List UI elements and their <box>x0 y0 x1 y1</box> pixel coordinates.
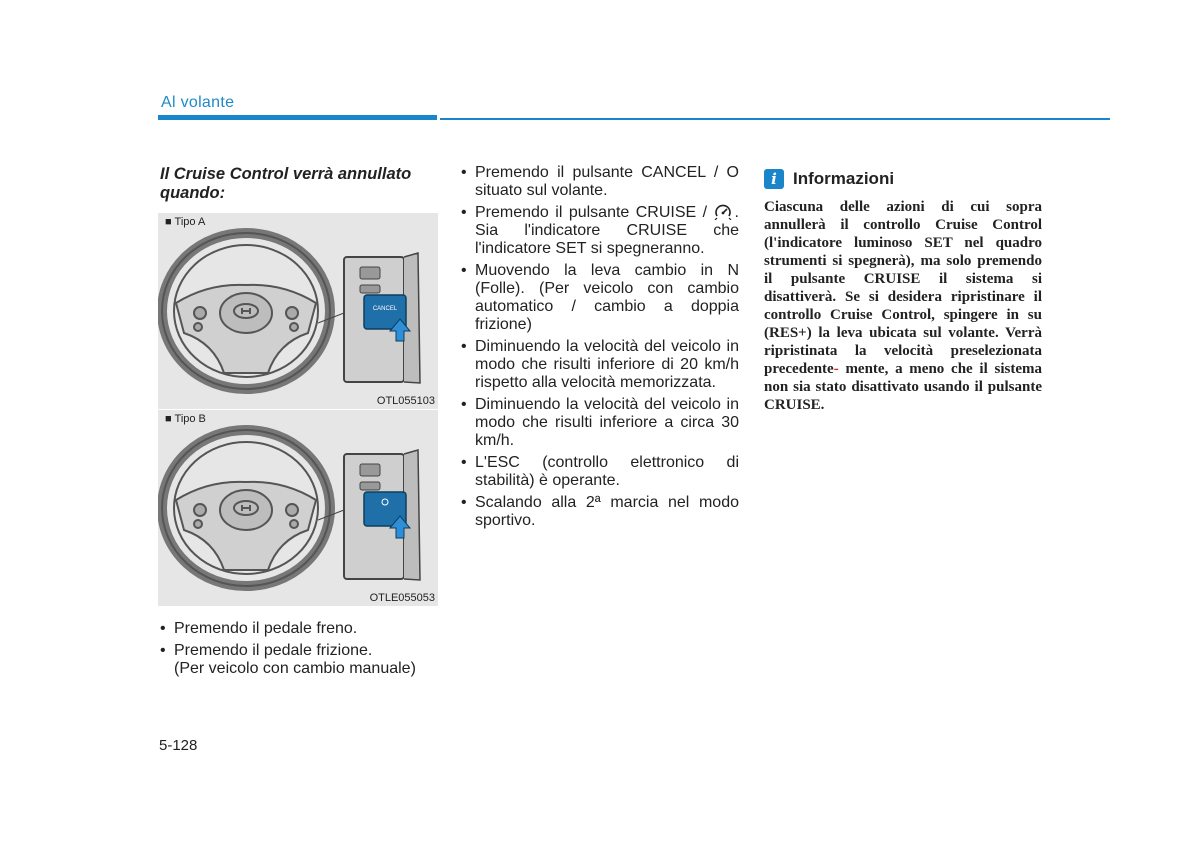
cancel-button-text: CANCEL <box>372 306 398 312</box>
info-text: Ciascuna delle azioni di cui sopra annullerà il controllo Cruise Control (l'indicatore luminoso SET nel quadro strumenti si spegnerà), ma solo premendo il pulsante CRUISE il sistema si disattiverà. Se si desidera ripristinare il controllo Cruise Control, spingere in su (RES+) la leva ubicata sul volante. Verrà ripristinata la velocità preselezionata precedente- mente, a meno che il sistema non sia stato disattivato usando il pulsante CRUISE. <box>764 199 1042 413</box>
figure-code: OTLE055053 <box>369 592 435 604</box>
list-item: • Scalando alla 2ª marcia nel modo sportivo. <box>459 494 739 530</box>
list-item: • Muovendo la leva cambio in N (Folle). (Per veicolo con cambio automatico / cambio a doppia frizione) <box>459 262 739 334</box>
steering-wheel-illustration-a <box>158 213 438 409</box>
header-rule-thin <box>440 118 1110 120</box>
figure-label: ■ Tipo A <box>165 216 206 228</box>
cancel-conditions-list <box>459 164 739 534</box>
figure-tipo-b <box>158 410 438 606</box>
section-heading: Il Cruise Control verrà annullato quando: <box>160 165 412 202</box>
info-header <box>764 168 1042 190</box>
figure-label: ■ Tipo B <box>165 413 206 425</box>
list-item: • Premendo il pulsante CANCEL / O situato sul volante. <box>459 164 739 200</box>
header-rule-thick <box>158 115 437 120</box>
list-item: • Diminuendo la velocità del veicolo in modo che risulti inferiore a circa 30 km/h. <box>459 396 739 450</box>
steering-wheel-illustration-b <box>158 410 438 606</box>
list-item: • Premendo il pulsante CRUISE / . Sia l'indicatore CRUISE che l'indicatore SET si spegneranno. <box>459 204 739 258</box>
list-item: • L'ESC (controllo elettronico di stabilità) è operante. <box>459 454 739 490</box>
brake-clutch-list <box>158 620 448 682</box>
list-item: • Premendo il pedale freno. <box>158 620 448 638</box>
cruise-speedometer-icon <box>714 204 732 220</box>
section-title: Al volante <box>161 94 235 111</box>
figure-tipo-a <box>158 213 438 409</box>
list-item: • Premendo il pedale frizione. (Per veicolo con cambio manuale) <box>158 642 448 678</box>
info-title: Informazioni <box>793 169 895 188</box>
page-number: 5-128 <box>159 737 198 754</box>
info-icon: i <box>764 169 784 189</box>
info-box <box>764 168 1042 414</box>
list-item: • Diminuendo la velocità del veicolo in modo che risulti inferiore di 20 km/h rispetto alla velocità memorizzata. <box>459 338 739 392</box>
figure-code: OTL055103 <box>376 395 435 407</box>
